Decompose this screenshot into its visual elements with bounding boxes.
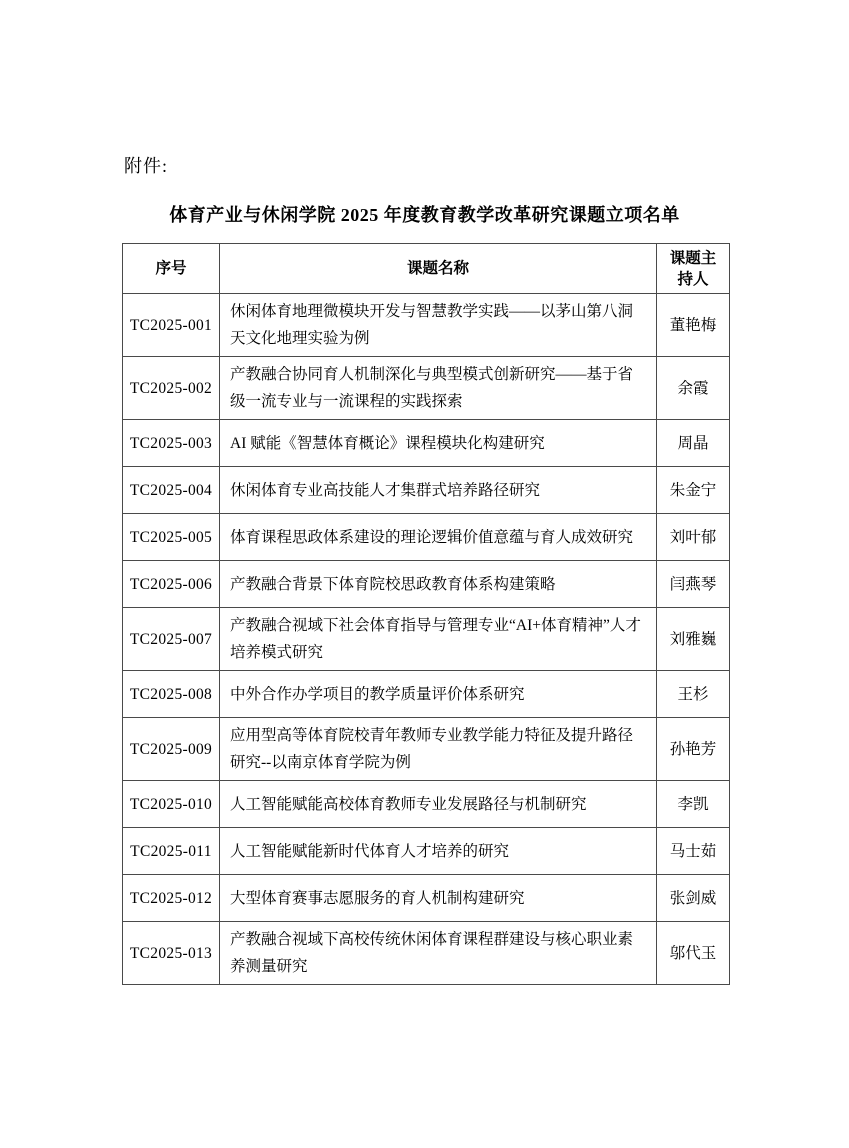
table-row bbox=[123, 294, 730, 357]
project-leader-cell: 朱金宁 bbox=[657, 467, 730, 514]
project-name-cell: 人工智能赋能新时代体育人才培养的研究 bbox=[220, 828, 657, 875]
project-leader-cell: 余霞 bbox=[657, 357, 730, 420]
project-id-cell: TC2025-011 bbox=[123, 828, 220, 875]
table-row bbox=[123, 718, 730, 781]
table-header bbox=[123, 244, 730, 294]
project-leader-cell: 刘叶郁 bbox=[657, 514, 730, 561]
project-name-cell: 大型体育赛事志愿服务的育人机制构建研究 bbox=[220, 875, 657, 922]
table-row bbox=[123, 357, 730, 420]
project-id-cell: TC2025-003 bbox=[123, 420, 220, 467]
attachment-label: 附件: bbox=[124, 156, 169, 176]
project-table bbox=[122, 243, 730, 985]
project-id-cell: TC2025-004 bbox=[123, 467, 220, 514]
table-row bbox=[123, 781, 730, 828]
project-name-cell: 产教融合协同育人机制深化与典型模式创新研究——基于省级一流专业与一流课程的实践探索 bbox=[220, 357, 657, 420]
project-leader-cell: 邬代玉 bbox=[657, 922, 730, 985]
project-name-cell: 休闲体育地理微模块开发与智慧教学实践——以茅山第八洞天文化地理实验为例 bbox=[220, 294, 657, 357]
project-name-cell: 产教融合背景下体育院校思政教育体系构建策略 bbox=[220, 561, 657, 608]
table-row bbox=[123, 514, 730, 561]
project-name-cell: 人工智能赋能高校体育教师专业发展路径与机制研究 bbox=[220, 781, 657, 828]
project-leader-cell: 马士茹 bbox=[657, 828, 730, 875]
project-leader-cell: 李凯 bbox=[657, 781, 730, 828]
header-project-leader: 课题主 持人 bbox=[657, 244, 730, 294]
table-row bbox=[123, 467, 730, 514]
project-name-cell: 体育课程思政体系建设的理论逻辑价值意蕴与育人成效研究 bbox=[220, 514, 657, 561]
project-id-cell: TC2025-001 bbox=[123, 294, 220, 357]
project-id-cell: TC2025-009 bbox=[123, 718, 220, 781]
project-name-cell: 应用型高等体育院校青年教师专业教学能力特征及提升路径研究--以南京体育学院为例 bbox=[220, 718, 657, 781]
project-name-cell: 休闲体育专业高技能人才集群式培养路径研究 bbox=[220, 467, 657, 514]
project-id-cell: TC2025-008 bbox=[123, 671, 220, 718]
project-leader-cell: 董艳梅 bbox=[657, 294, 730, 357]
project-id-cell: TC2025-002 bbox=[123, 357, 220, 420]
project-table-body bbox=[123, 294, 730, 985]
project-id-cell: TC2025-006 bbox=[123, 561, 220, 608]
project-leader-cell: 刘雅巍 bbox=[657, 608, 730, 671]
project-leader-cell: 闫燕琴 bbox=[657, 561, 730, 608]
project-name-cell: AI 赋能《智慧体育概论》课程模块化构建研究 bbox=[220, 420, 657, 467]
header-project-name: 课题名称 bbox=[220, 244, 657, 294]
project-leader-cell: 张剑威 bbox=[657, 875, 730, 922]
project-id-cell: TC2025-013 bbox=[123, 922, 220, 985]
table-row bbox=[123, 561, 730, 608]
project-name-cell: 中外合作办学项目的教学质量评价体系研究 bbox=[220, 671, 657, 718]
project-name-cell: 产教融合视域下高校传统休闲体育课程群建设与核心职业素养测量研究 bbox=[220, 922, 657, 985]
project-id-cell: TC2025-007 bbox=[123, 608, 220, 671]
table-row bbox=[123, 922, 730, 985]
project-leader-cell: 周晶 bbox=[657, 420, 730, 467]
project-id-cell: TC2025-005 bbox=[123, 514, 220, 561]
table-row bbox=[123, 420, 730, 467]
page-title: 体育产业与休闲学院 2025 年度教育教学改革研究课题立项名单 bbox=[169, 205, 680, 225]
project-leader-cell: 孙艳芳 bbox=[657, 718, 730, 781]
project-id-cell: TC2025-010 bbox=[123, 781, 220, 828]
table-header-row bbox=[123, 244, 730, 294]
project-id-cell: TC2025-012 bbox=[123, 875, 220, 922]
project-name-cell: 产教融合视域下社会体育指导与管理专业“AI+体育精神”人才培养模式研究 bbox=[220, 608, 657, 671]
header-serial-number: 序号 bbox=[123, 244, 220, 294]
project-leader-cell: 王杉 bbox=[657, 671, 730, 718]
table-row bbox=[123, 671, 730, 718]
table-row bbox=[123, 828, 730, 875]
table-row bbox=[123, 875, 730, 922]
table-row bbox=[123, 608, 730, 671]
